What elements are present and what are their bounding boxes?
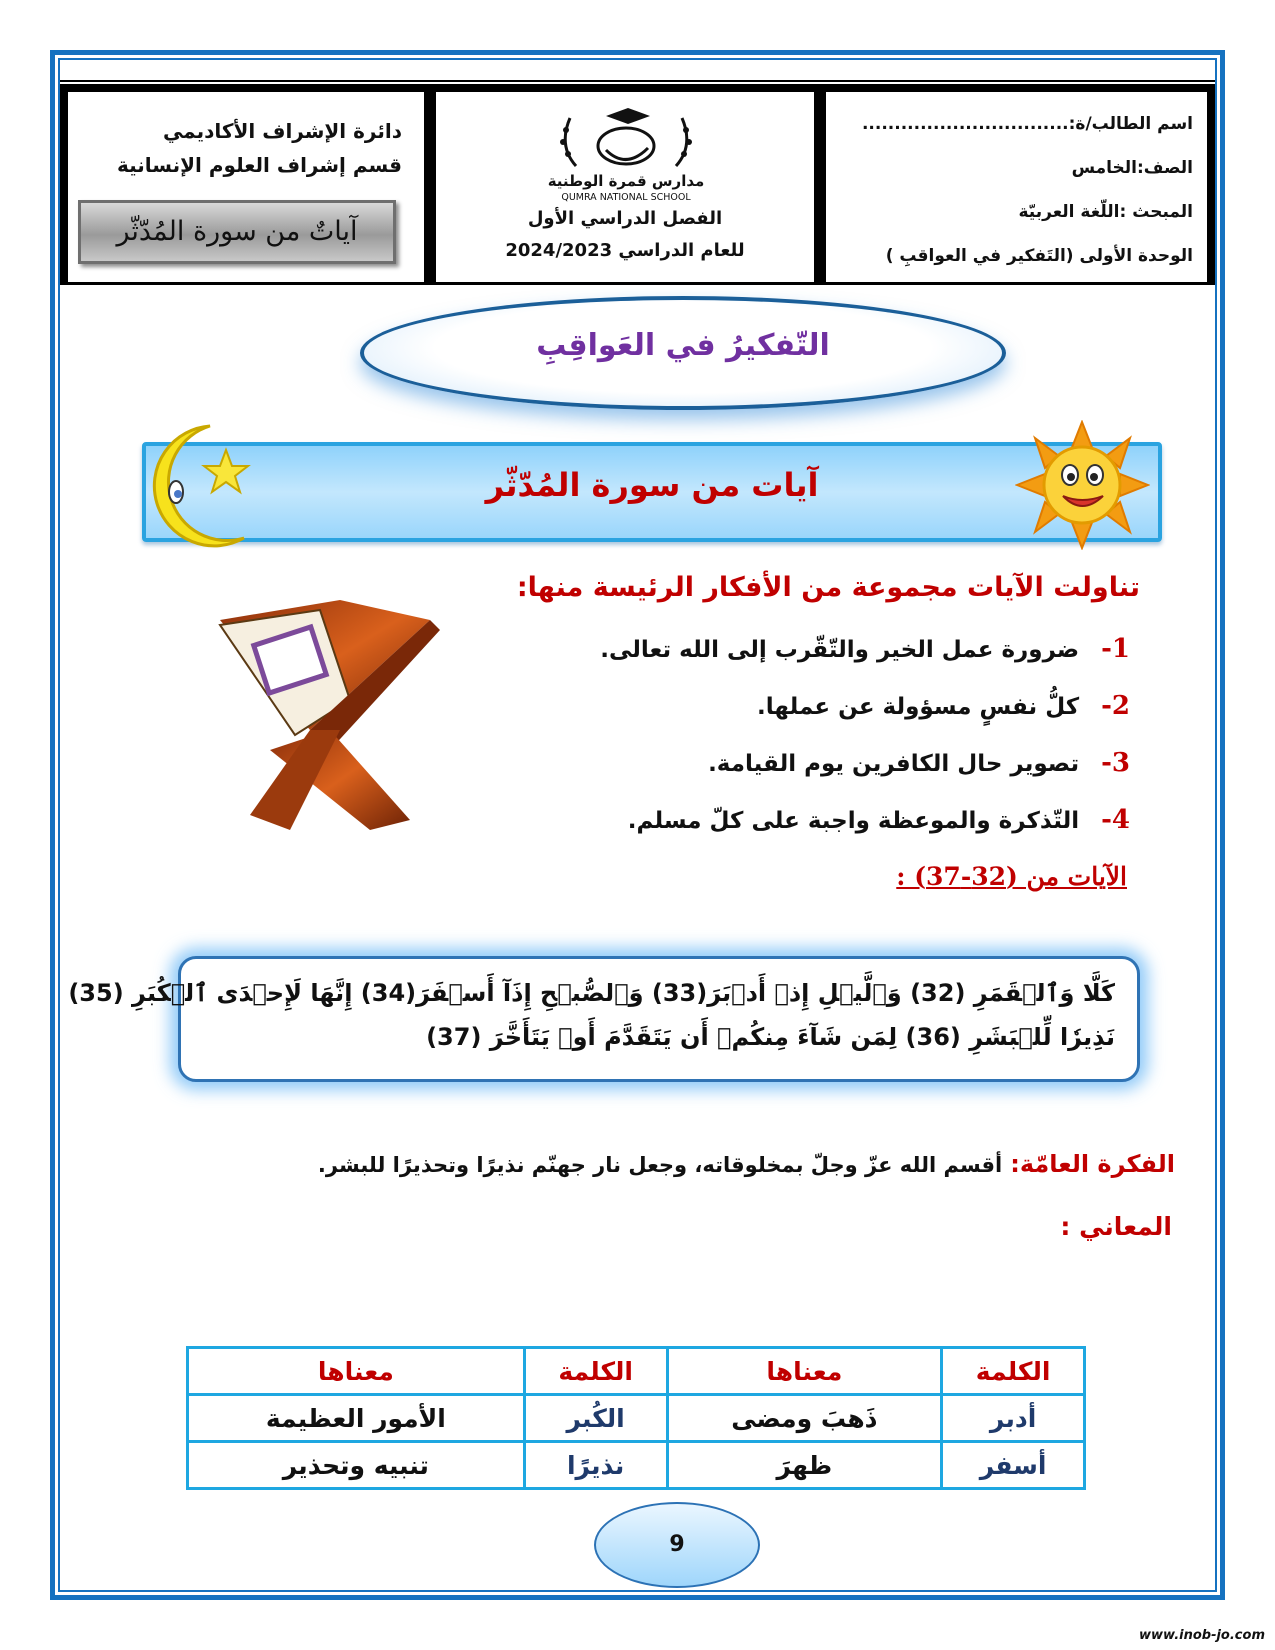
idea-text: ضرورة عمل الخير والتّقّرب إلى الله تعالى. <box>600 637 1080 663</box>
unit-title-oval <box>360 296 1006 410</box>
vocab-word: أدبر <box>942 1395 1085 1442</box>
general-idea <box>318 1150 1175 1178</box>
idea-number: 4- <box>1101 805 1130 835</box>
crescent-moon-icon <box>140 420 260 548</box>
term-label: الفصل الدراسي الأول <box>527 208 723 229</box>
student-info-panel <box>826 92 1207 282</box>
header-divider <box>60 82 1215 84</box>
header-meaning: معناها <box>667 1348 942 1395</box>
student-name-field[interactable]: اسم الطالب/ة:................................ <box>861 114 1193 134</box>
vocab-word: أسفر <box>942 1442 1085 1489</box>
idea-item <box>628 805 1130 835</box>
unit-title: التّفكيرُ في العَواقِبِ <box>536 328 830 363</box>
banner-title: آيات من سورة المُدّثّر <box>485 466 819 504</box>
verses-box <box>68 956 1140 1082</box>
idea-text: كلُّ نفسٍ مسؤولة عن عملها. <box>757 694 1080 720</box>
grade-label: الصف:الخامس <box>1071 158 1193 178</box>
unit-label: الوحدة الأولى (التَفكير في العواقبِ ) <box>885 246 1193 266</box>
year-label: للعام الدراسي 2024/2023 <box>505 240 745 261</box>
table-row <box>188 1442 1085 1489</box>
department-panel <box>68 92 424 282</box>
verse-line-2: نَذِيرٗا لِّلۡبَشَرِ (36) لِمَن شَآءَ مِنكُمۡ أَن يَتَقَدَّمَ أَوۡ يَتَأَخَّرَ (37) <box>426 1023 1115 1051</box>
vocab-meaning: تنبيه وتحذير <box>188 1442 525 1489</box>
table-row <box>188 1395 1085 1442</box>
vocabulary-table <box>186 1346 1086 1490</box>
vocab-word: الكُبر <box>524 1395 667 1442</box>
verses-range-label: الآيات من (32-37) : <box>896 862 1127 891</box>
vocab-meaning: الأمور العظيمة <box>188 1395 525 1442</box>
lesson-banner <box>142 442 1162 542</box>
idea-item <box>757 691 1130 721</box>
general-idea-label: الفكرة العامّة: <box>1010 1150 1175 1178</box>
lesson-badge: آياتٌ من سورة المُدّثّر <box>78 200 396 264</box>
idea-text: التّذكرة والموعظة واجبة على كلّ مسلم. <box>627 808 1080 834</box>
site-watermark: www.inob-jo.com <box>1139 1628 1265 1643</box>
vocab-meaning: ذَهبَ ومضى <box>667 1395 942 1442</box>
header-meaning: معناها <box>188 1348 525 1395</box>
dept-line-1: دائرة الإشراف الأكاديمي <box>162 119 402 143</box>
idea-number: 3- <box>1101 748 1130 778</box>
subject-label: المبحث :اللّغة العربيّة <box>1018 202 1193 222</box>
idea-item <box>708 748 1130 778</box>
general-idea-text: أقسم الله عزّ وجلّ بمخلوقاته، وجعل نار جهنّم نذيرًا وتحذيرًا للبشر. <box>317 1153 1003 1177</box>
header-word: الكلمة <box>942 1348 1085 1395</box>
smiling-sun-icon <box>1015 420 1150 550</box>
idea-item <box>600 634 1130 664</box>
school-name-en: QUMRA NATIONAL SCHOOL <box>561 192 691 203</box>
school-name-ar: مدارس قمرة الوطنية <box>547 172 705 190</box>
verse-line-1: كَلَّا وَٱلۡقَمَرِ (32) وَٱلَّيۡلِ إِذۡ أَدۡبَرَ(33) وَٱلصُّبۡحِ إِذَآ أَسۡفَرَ(34) إِنَّهَا لَإِحۡدَى ٱلۡكُبَرِ (35) <box>68 979 1115 1007</box>
vocab-meaning: ظهرَ <box>667 1442 942 1489</box>
meanings-label: المعاني : <box>1060 1212 1172 1241</box>
page-number: 9 <box>594 1502 760 1588</box>
header-word: الكلمة <box>524 1348 667 1395</box>
table-header-row <box>188 1348 1085 1395</box>
idea-number: 1- <box>1101 634 1130 664</box>
vocab-word: نذيرًا <box>524 1442 667 1489</box>
school-logo-icon <box>536 106 716 206</box>
main-ideas-title: تناولت الآيات مجموعة من الأفكار الرئيسة منها: <box>516 572 1140 603</box>
dept-line-2: قسم إشراف العلوم الإنسانية <box>116 153 402 177</box>
idea-number: 2- <box>1101 691 1130 721</box>
school-panel <box>436 92 814 282</box>
idea-text: تصوير حال الكافرين يوم القيامة. <box>708 751 1080 777</box>
quran-stand-icon <box>190 580 450 840</box>
